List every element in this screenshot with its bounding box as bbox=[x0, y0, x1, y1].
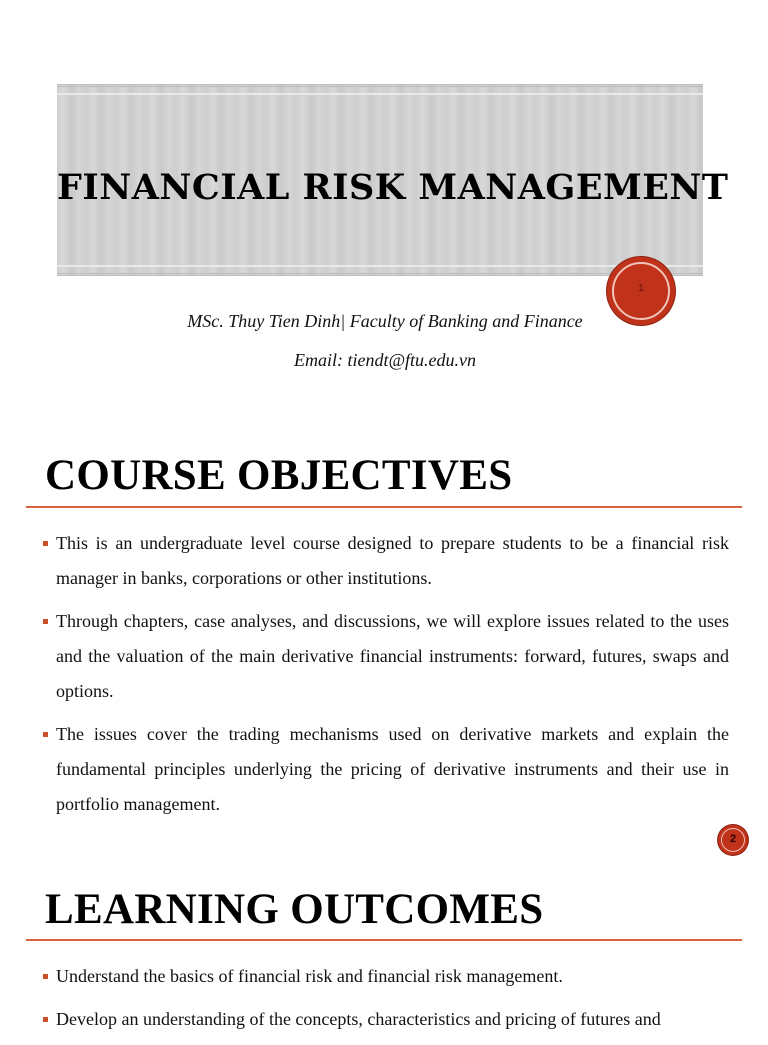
list-item bbox=[43, 1002, 729, 1037]
list-item-text: Through chapters, case analyses, and discussions, we will explore issues related to the uses and the valuation of the main derivative financial instruments: forward, futures, swaps and options. bbox=[56, 611, 729, 701]
learning-outcomes-heading: LEARNING OUTCOMES bbox=[45, 886, 544, 933]
list-item-text: Understand the basics of financial risk and financial risk management. bbox=[56, 966, 563, 986]
bullet-icon bbox=[43, 541, 48, 546]
bullet-icon bbox=[43, 732, 48, 737]
author-line: MSc. Thuy Tien Dinh| Faculty of Banking and Finance bbox=[187, 311, 583, 331]
list-item-text: Develop an understanding of the concepts, characteristics and pricing of futures and bbox=[56, 1009, 661, 1029]
bullet-icon bbox=[43, 1017, 48, 1022]
learning-outcomes-list bbox=[43, 959, 729, 1045]
heading-underline bbox=[26, 506, 742, 508]
presentation-title: FINANCIAL RISK MANAGEMENT bbox=[57, 167, 729, 208]
slide-number: 2 bbox=[729, 833, 737, 845]
list-item bbox=[43, 959, 729, 994]
course-objectives-list bbox=[43, 526, 729, 830]
heading-underline bbox=[26, 939, 742, 941]
bullet-icon bbox=[43, 974, 48, 979]
title-banner bbox=[57, 84, 729, 276]
list-item bbox=[43, 717, 729, 822]
bullet-icon bbox=[43, 619, 48, 624]
slide-number-badge bbox=[718, 825, 748, 855]
list-item bbox=[43, 604, 729, 709]
list-item bbox=[43, 526, 729, 596]
slide-number: 1 bbox=[638, 283, 644, 294]
email-line: Email: tiendt@ftu.edu.vn bbox=[293, 350, 477, 370]
course-objectives-heading: COURSE OBJECTIVES bbox=[45, 452, 513, 499]
list-item-text: This is an undergraduate level course designed to prepare students to be a financial risk manager in banks, corporations or other institutions. bbox=[56, 533, 729, 588]
list-item-text: The issues cover the trading mechanisms used on derivative markets and explain the fundamental principles underlying the pricing of derivative instruments and their use in portfolio management. bbox=[56, 724, 729, 814]
